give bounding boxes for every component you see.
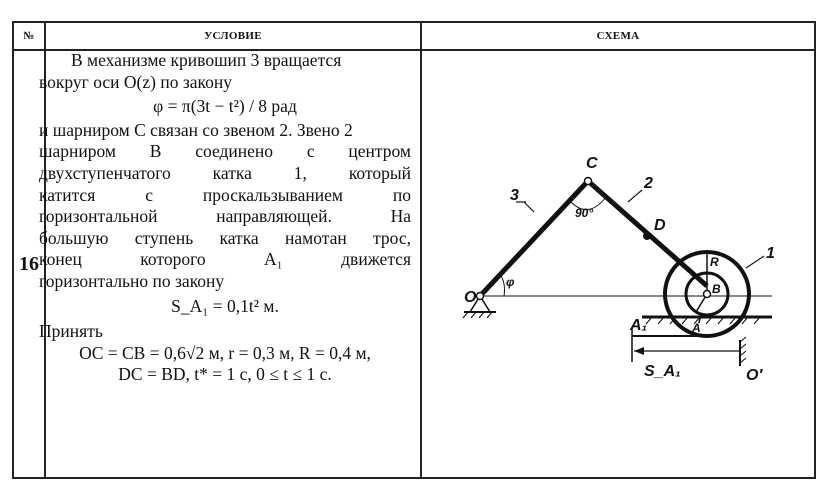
label-b: B [712,282,721,296]
label-o: O [464,289,477,306]
condition-line: и шарниром C связан со звеном 2. Звено 2 [39,119,353,140]
condition-line: горизонтальной направляющей. На [39,206,411,227]
label-a: A [692,321,701,335]
row-number: 16 [19,252,39,275]
label-r-big: R [710,255,719,269]
joint-b [704,291,711,298]
label-d: D [654,217,666,234]
condition-line: горизонтально по закону [39,270,225,291]
header-number: № [23,30,35,42]
crank-3 [480,181,588,296]
label-o-prime: O′ [746,367,763,384]
label-s-a1: S_A₁ [644,363,681,380]
header-condition: УСЛОВИЕ [204,30,262,42]
header-scheme: СХЕМА [596,30,640,42]
label-c: C [586,155,598,172]
label-a1: A₁ [630,317,648,334]
label-right-angle: 90° [575,206,594,220]
condition-line: катится с проскальзыванием по [39,184,411,205]
label-phi: φ [506,275,515,289]
condition-line: В механизме кривошип 3 вращается [71,50,342,70]
point-d [643,232,651,240]
parameters-line: DC = BD, t* = 1 с, 0 ≤ t ≤ 1 с. [118,364,332,385]
condition-text [39,50,411,386]
accept-label: Принять [39,321,103,342]
label-r-small: r [698,312,703,326]
condition-line: шарниром B соединено с центром [39,141,411,162]
mechanism-scheme [420,50,816,478]
condition-line: большую ступень катка намотан трос, [39,227,411,248]
parameters-line: OC = CB = 0,6√2 м, r = 0,3 м, R = 0,4 м, [79,342,371,363]
label-link-2: 2 [644,175,653,192]
joint-o [477,293,484,300]
condition-line: двухступенчатого катка 1, который [39,162,411,183]
law-s-formula: S_A₁ = 0,1t² м. [171,295,279,316]
condition-line: вокруг оси O(z) по закону [39,71,232,92]
label-disk-1: 1 [766,245,775,262]
label-link-3: 3 [510,187,519,204]
law-phi-formula: φ = π(3t − t²) / 8 рад [153,96,297,117]
joint-c [585,178,592,185]
condition-line: конец которого A₁ движется [39,249,411,270]
